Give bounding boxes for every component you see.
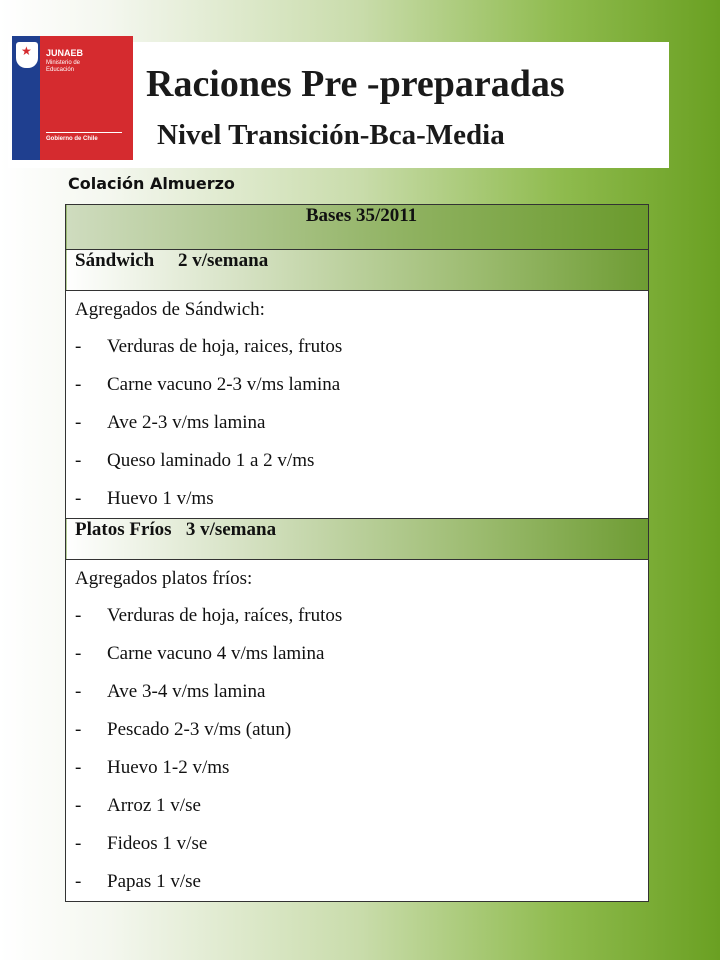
list-item-text: Arroz 1 v/se [107, 795, 201, 816]
bullet-dash: - [75, 757, 82, 778]
list-item [75, 635, 648, 673]
list-title: Agregados platos fríos: [75, 568, 253, 589]
list-item-text: Pescado 2-3 v/ms (atun) [107, 719, 292, 740]
page-subtitle: Nivel Transición-Bca-Media [157, 119, 505, 151]
list-title: Agregados de Sándwich: [75, 299, 265, 320]
list-item-text: Queso laminado 1 a 2 v/ms [107, 450, 315, 471]
bullet-dash: - [75, 605, 82, 626]
bullet-dash: - [75, 643, 82, 664]
logo-government: Gobierno de Chile [46, 136, 98, 142]
bullet-dash: - [75, 412, 82, 433]
bullet-dash: - [75, 336, 82, 357]
list-item-text: Verduras de hoja, raíces, frutos [107, 605, 343, 626]
list-cell [66, 560, 649, 902]
rations-table [65, 204, 649, 902]
bullet-dash: - [75, 488, 82, 509]
logo-divider [46, 132, 122, 133]
list-item [75, 442, 648, 480]
list-item-text: Fideos 1 v/se [107, 833, 208, 854]
bullet-dash: - [75, 795, 82, 816]
list-item-text: Ave 3-4 v/ms lamina [107, 681, 266, 702]
star-icon: ★ [21, 44, 32, 58]
list-item-text: Carne vacuno 2-3 v/ms lamina [107, 374, 341, 395]
logo-ministry: Ministerio de Educación [46, 60, 81, 73]
list-item-text: Huevo 1-2 v/ms [107, 757, 230, 778]
bullet-dash: - [75, 871, 82, 892]
bullet-dash: - [75, 374, 82, 395]
junaeb-logo [12, 36, 133, 160]
list-item-text: Carne vacuno 4 v/ms lamina [107, 643, 325, 664]
list-item [75, 825, 648, 863]
list-item-text: Verduras de hoja, raices, frutos [107, 336, 343, 357]
list-item [75, 404, 648, 442]
page-title: Raciones Pre -preparadas [146, 63, 565, 105]
category-sandwich: Sándwich 2 v/semana [66, 250, 649, 291]
list-item [75, 480, 648, 518]
list-item-text: Huevo 1 v/ms [107, 488, 214, 509]
bullet-dash: - [75, 681, 82, 702]
chile-coat-of-arms-icon [16, 42, 38, 68]
table-header: Bases 35/2011 [66, 205, 649, 250]
section-label: Colación Almuerzo [68, 174, 235, 193]
list-item [75, 366, 648, 404]
logo-brand: JUNAEB [46, 48, 84, 58]
bullet-dash: - [75, 833, 82, 854]
list-item [75, 711, 648, 749]
list-row [66, 560, 649, 902]
list-item-text: Papas 1 v/se [107, 871, 201, 892]
bullet-dash: - [75, 719, 82, 740]
list-item-text: Ave 2-3 v/ms lamina [107, 412, 266, 433]
list-item [75, 328, 648, 366]
list-item [75, 787, 648, 825]
bullet-dash: - [75, 450, 82, 471]
table-header-row [66, 205, 649, 250]
list-item [75, 749, 648, 787]
category-platos-frios: Platos Fríos 3 v/semana [66, 519, 649, 560]
category-row [66, 519, 649, 560]
list-item [75, 597, 648, 635]
category-row [66, 250, 649, 291]
list-row [66, 291, 649, 519]
list-cell [66, 291, 649, 519]
list-item [75, 863, 648, 901]
list-item [75, 673, 648, 711]
